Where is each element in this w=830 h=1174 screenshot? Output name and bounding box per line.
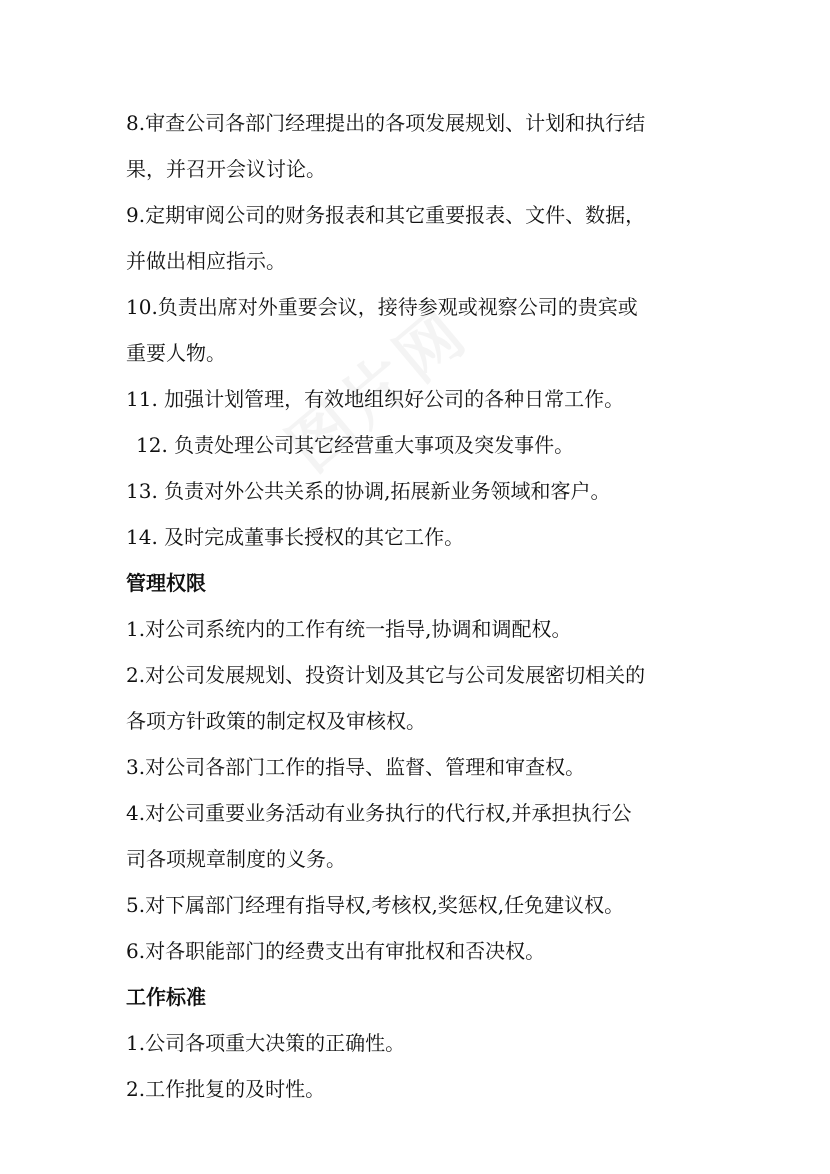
text-line: 11. 加强计划管理，有效地组织好公司的各种日常工作。 bbox=[126, 387, 625, 411]
authority-item-5 bbox=[126, 882, 726, 928]
duty-item-14 bbox=[126, 514, 726, 560]
text-line: 重要人物。 bbox=[126, 341, 226, 365]
text-line: 2.工作批复的及时性。 bbox=[126, 1077, 326, 1101]
text-line: 12. 负责处理公司其它经营重大事项及突发事件。 bbox=[136, 433, 575, 457]
text-line: 果，并召开会议讨论。 bbox=[126, 157, 326, 181]
duty-item-8 bbox=[126, 100, 726, 192]
text-line: 8.审查公司各部门经理提出的各项发展规划、计划和执行结 bbox=[126, 111, 646, 135]
text-line: 5.对下属部门经理有指导权,考核权,奖惩权,任免建议权。 bbox=[126, 893, 625, 917]
duty-item-11 bbox=[126, 376, 726, 422]
text-line: 各项方针政策的制定权及审核权。 bbox=[126, 709, 426, 733]
authority-item-1 bbox=[126, 606, 726, 652]
text-line: 司各项规章制度的义务。 bbox=[126, 847, 346, 871]
text-line: 13. 负责对外公共关系的协调,拓展新业务领域和客户。 bbox=[126, 479, 611, 503]
authority-item-2 bbox=[126, 652, 726, 744]
duty-item-9 bbox=[126, 192, 726, 284]
text-line: 9.定期审阅公司的财务报表和其它重要报表、文件、数据， bbox=[126, 203, 646, 227]
text-line: 4.对公司重要业务活动有业务执行的代行权,并承担执行公 bbox=[126, 801, 632, 825]
authority-item-3 bbox=[126, 744, 726, 790]
text-line: 3.对公司各部门工作的指导、监督、管理和审查权。 bbox=[126, 755, 586, 779]
text-line: 6.对各职能部门的经费支出有审批权和否决权。 bbox=[126, 939, 546, 963]
standard-item-1 bbox=[126, 1020, 726, 1066]
standard-item-2 bbox=[126, 1066, 726, 1112]
section-heading-management-authority: 管理权限 bbox=[126, 571, 206, 595]
duty-item-13 bbox=[126, 468, 726, 514]
document-body bbox=[126, 100, 726, 1112]
text-line: 并做出相应指示。 bbox=[126, 249, 286, 273]
text-line: 2.对公司发展规划、投资计划及其它与公司发展密切相关的 bbox=[126, 663, 646, 687]
duty-item-12 bbox=[126, 422, 726, 468]
authority-item-6 bbox=[126, 928, 726, 974]
text-line: 1.公司各项重大决策的正确性。 bbox=[126, 1031, 406, 1055]
authority-item-4 bbox=[126, 790, 726, 882]
text-line: 1.对公司系统内的工作有统一指导,协调和调配权。 bbox=[126, 617, 572, 641]
text-line: 14. 及时完成董事长授权的其它工作。 bbox=[126, 525, 465, 549]
section-heading-work-standards: 工作标准 bbox=[126, 985, 206, 1009]
duty-item-10 bbox=[126, 284, 726, 376]
text-line: 10.负责出席对外重要会议，接待参观或视察公司的贵宾或 bbox=[126, 295, 638, 319]
